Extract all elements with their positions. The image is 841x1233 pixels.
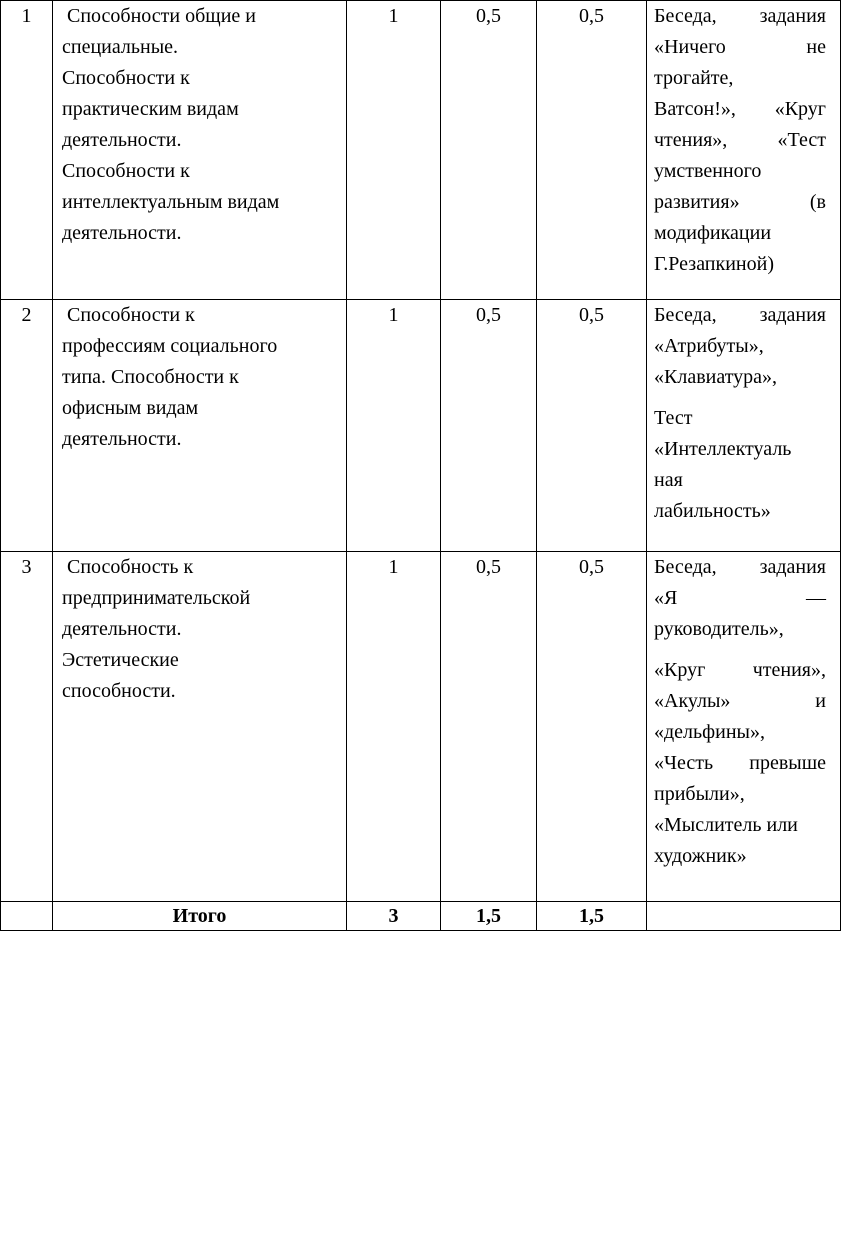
total-row-form-empty	[647, 902, 841, 931]
form-line	[654, 583, 826, 614]
theory-hours: 0,5	[441, 1, 537, 300]
topic-line: Способности к	[62, 160, 190, 182]
form-line: художник»	[654, 845, 747, 867]
form-word: «Ничего	[654, 36, 726, 58]
total-hours: 1	[347, 552, 441, 902]
form-line: «дельфины»,	[654, 721, 765, 743]
topic-cell	[53, 300, 347, 552]
form-line: лабильность»	[654, 500, 771, 522]
form-line	[654, 552, 826, 583]
form-word: «Акулы»	[654, 690, 731, 712]
topic-line: Способности общие и	[62, 5, 256, 27]
topic-cell	[53, 1, 347, 300]
theory-hours-sum: 1,5	[441, 902, 537, 931]
form-cell	[647, 1, 841, 300]
topic-line: Способности к	[62, 67, 190, 89]
form-line	[654, 1, 826, 32]
total-hours: 1	[347, 1, 441, 300]
form-word: задания	[759, 304, 826, 326]
topic-cell	[53, 552, 347, 902]
form-line: ная	[654, 469, 683, 491]
form-line	[654, 32, 826, 63]
form-line: прибыли»,	[654, 783, 745, 805]
paragraph-gap	[654, 393, 840, 403]
form-cell	[647, 300, 841, 552]
form-word: Беседа,	[654, 556, 717, 578]
form-word: задания	[759, 5, 826, 27]
form-line	[654, 300, 826, 331]
practice-hours-sum: 1,5	[537, 902, 647, 931]
form-word: (в	[809, 191, 826, 213]
topic-line: деятельности.	[62, 618, 182, 640]
practice-hours: 0,5	[537, 552, 647, 902]
row-number: 1	[1, 1, 53, 300]
form-line: руководитель»,	[654, 618, 784, 640]
table-row	[1, 300, 841, 552]
topic-line: деятельности.	[62, 222, 182, 244]
practice-hours: 0,5	[537, 1, 647, 300]
topic-line: специальные.	[62, 36, 179, 58]
topic-line: практическим видам	[62, 98, 239, 120]
form-line: «Интеллектуаль	[654, 438, 792, 460]
topic-line: профессиям социального	[62, 335, 278, 357]
topic-line: типа. Способности к	[62, 366, 239, 388]
theory-hours: 0,5	[441, 552, 537, 902]
form-line	[654, 686, 826, 717]
form-line: «Клавиатура»,	[654, 366, 778, 388]
topic-line: Способности к	[62, 304, 195, 326]
row-number: 3	[1, 552, 53, 902]
form-word: «Круг	[774, 98, 826, 120]
topic-line: интеллектуальным видам	[62, 191, 280, 213]
topic-line: Способность к	[62, 556, 194, 578]
topic-line: предпринимательской	[62, 587, 251, 609]
topic-line: офисным видам	[62, 397, 199, 419]
form-line: умственного	[654, 160, 762, 182]
row-number: 2	[1, 300, 53, 552]
theory-hours: 0,5	[441, 300, 537, 552]
total-row	[1, 902, 841, 931]
form-word: и	[815, 690, 826, 712]
form-word: задания	[759, 556, 826, 578]
form-text	[654, 1, 840, 280]
practice-hours: 0,5	[537, 300, 647, 552]
form-line: модификации	[654, 222, 772, 244]
topic-text	[62, 300, 340, 455]
topic-line: деятельности.	[62, 428, 182, 450]
form-line	[654, 187, 826, 218]
form-line: «Мыслитель или	[654, 814, 798, 836]
total-hours-sum: 3	[347, 902, 441, 931]
topic-text	[62, 552, 340, 707]
form-word: «Честь	[654, 752, 714, 774]
form-cell	[647, 552, 841, 902]
form-word: «Круг	[654, 659, 706, 681]
form-word: «Тест	[777, 129, 826, 151]
form-word: Ватсон!»,	[654, 98, 736, 120]
form-text	[654, 300, 840, 527]
form-word: развития»	[654, 191, 740, 213]
form-line: «Атрибуты»,	[654, 335, 764, 357]
table-row	[1, 552, 841, 902]
form-word: Беседа,	[654, 304, 717, 326]
form-line	[654, 94, 826, 125]
form-word: не	[806, 36, 826, 58]
topic-line: Эстетические	[62, 649, 179, 671]
form-line: Тест	[654, 407, 693, 429]
form-word: «Я	[654, 587, 678, 609]
form-text	[654, 552, 840, 872]
paragraph-gap	[654, 645, 840, 655]
total-label: Итого	[53, 902, 347, 931]
topic-line: способности.	[62, 680, 176, 702]
topic-line: деятельности.	[62, 129, 182, 151]
form-line	[654, 125, 826, 156]
table-row	[1, 1, 841, 300]
form-word: чтения»,	[654, 129, 728, 151]
form-line	[654, 655, 826, 686]
total-hours: 1	[347, 300, 441, 552]
form-word: —	[806, 587, 826, 609]
form-line	[654, 748, 826, 779]
form-line: Г.Резапкиной)	[654, 253, 774, 275]
form-word: чтения»,	[752, 659, 826, 681]
topic-text	[62, 1, 340, 249]
form-word: Беседа,	[654, 5, 717, 27]
form-word: превыше	[749, 752, 826, 774]
form-line: трогайте,	[654, 67, 734, 89]
total-row-empty	[1, 902, 53, 931]
